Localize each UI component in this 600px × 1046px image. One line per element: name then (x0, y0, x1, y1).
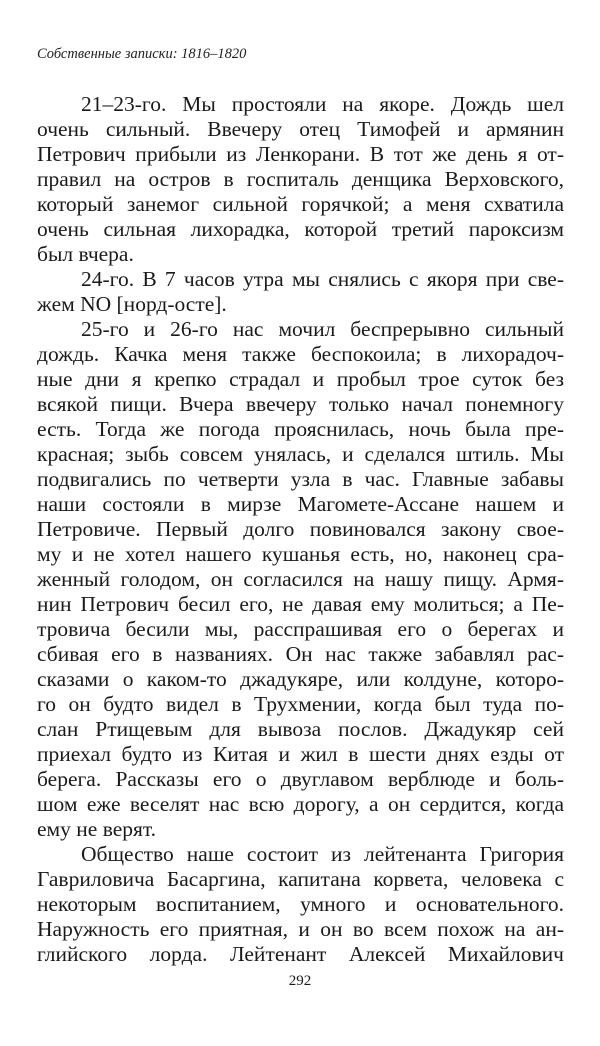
text-line: му и не хотел нашего кушанья есть, но, наконец сра- (37, 542, 564, 566)
text-line: го он будто видел в Трухмении, когда был туда по- (37, 692, 564, 716)
text-line: всякой пищи. Вчера ввечеру только начал понемногу (37, 392, 564, 416)
text-line: сбивая его в названиях. Он нас также забавлял рас- (37, 642, 564, 666)
text-line: очень сильная лихорадка, которой третий пароксизм (37, 217, 564, 241)
text-line: шом еже веселят нас всю дорогу, а он сердится, когда (37, 792, 564, 816)
text-line: ему не верят. (37, 817, 157, 841)
text-line: женный голодом, он согласился на нашу пищу. Армя- (37, 567, 564, 591)
text-line: Петровиче. Первый долго повиновался закону свое- (37, 517, 564, 541)
text-line: 21–23-го. Мы простояли на якоре. Дождь шел (81, 92, 564, 116)
paragraph (37, 267, 564, 317)
text-line: нин Петрович бесил его, не давая ему молиться; а Пе- (37, 592, 564, 616)
text-line: слан Ртищевым для вывоза послов. Джадукяр сей (37, 717, 564, 741)
text-line: берега. Рассказы его о двуглавом верблюде и боль- (37, 767, 564, 791)
text-line: приехал будто из Китая и жил в шести днях езды от (37, 742, 564, 766)
text-line: есть. Тогда же погода прояснилась, ночь была пре- (37, 417, 564, 441)
text-line: 25-го и 26-го нас мочил беспрерывно сильный (81, 317, 564, 341)
text-line: 24-го. В 7 часов утра мы снялись с якоря при све- (81, 267, 564, 291)
page-number: 292 (288, 973, 312, 989)
paragraph (37, 317, 564, 842)
text-line: наши состояли в мирзе Магомете-Ассане нашем и (37, 492, 564, 516)
text-line: некоторым воспитанием, умного и основательного. (37, 892, 564, 916)
text-line: красная; зыбь совсем унялась, и сделался штиль. Мы (37, 442, 564, 466)
text-line: Наружность его приятная, и он во всем похож на ан- (37, 917, 564, 941)
text-line: сказами о каком-то джадукяре, или колдуне, которо- (37, 667, 564, 691)
text-line: жем NO [норд-осте]. (37, 292, 227, 316)
paragraph (37, 92, 564, 267)
text-line: тровича бесили мы, расспрашивая его о берегах и (37, 617, 564, 641)
text-line: подвигались по четверти узла в час. Главные забавы (37, 467, 564, 491)
body-text (37, 92, 564, 967)
paragraph (37, 842, 564, 967)
text-line: Петрович прибыли из Ленкорани. В тот же день я от- (37, 142, 564, 166)
text-line: Общество наше состоит из лейтенанта Григория (81, 842, 564, 866)
text-line: правил на остров в госпиталь денщика Верховского, (37, 167, 564, 191)
text-line: очень сильный. Ввечеру отец Тимофей и армянин (37, 117, 564, 141)
text-line: глийского лорда. Лейтенант Алексей Михайлович (37, 942, 564, 966)
text-line: ные дни я крепко страдал и пробыл трое суток без (37, 367, 564, 391)
text-line: дождь. Качка меня также беспокоила; в лихорадоч- (37, 342, 564, 366)
text-line: Гавриловича Басаргина, капитана корвета, человека с (37, 867, 564, 891)
text-line: который занемог сильной горячкой; а меня схватила (37, 192, 564, 216)
running-head: Собственные записки: 1816–1820 (37, 46, 247, 62)
text-line: был вчера. (37, 242, 134, 266)
